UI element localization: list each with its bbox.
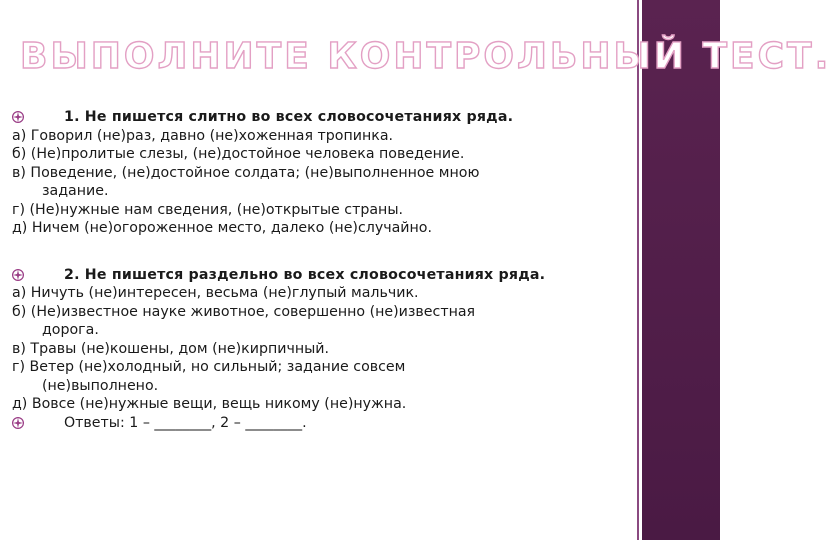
pinwheel-bullet-icon xyxy=(12,417,24,429)
option-v: в) Поведение, (не)достойное солдата; (не)выполненное мною задание. xyxy=(12,164,480,199)
option-a: а) Говорил (не)раз, давно (не)хоженная тропинка. xyxy=(12,127,394,144)
option-b: б) (Не)известное науке животное, совершенно (не)известная дорога. xyxy=(12,303,476,338)
option-a: а) Ничуть (не)интересен, весьма (не)глупый мальчик. xyxy=(12,285,419,301)
pinwheel-bullet-icon xyxy=(12,269,24,281)
question-1-heading: 1. Не пишется слитно во всех словосочетаниях ряда. xyxy=(12,108,602,127)
option-g: г) (Не)нужные нам сведения, (не)открытые страны. xyxy=(12,201,404,218)
option-d: д) Ничем (не)огороженное место, далеко (не)случайно. xyxy=(12,220,432,236)
option-b: б) (Не)пролитые слезы, (не)достойное человека поведение. xyxy=(12,146,465,162)
decorative-sidebar xyxy=(642,0,720,540)
option-d: д) Вовсе (не)нужные вещи, вещь никому (не)нужна. xyxy=(12,396,407,412)
option-v: в) Травы (не)кошены, дом (не)кирпичный. xyxy=(12,340,330,357)
answers-line: Ответы: 1 – ________, 2 – ________. xyxy=(12,414,602,433)
slide-content xyxy=(12,108,602,432)
option-g: г) Ветер (не)холодный, но сильный; задание совсем (не)выполнено. xyxy=(12,359,406,394)
question-1-options xyxy=(12,127,602,238)
question-2-options xyxy=(12,284,602,414)
slide-title: ВЫПОЛНИТЕ КОНТРОЛЬНЫЙ ТЕСТ. xyxy=(20,36,831,77)
pinwheel-bullet-icon xyxy=(12,111,24,123)
question-2-heading: 2. Не пишется раздельно во всех словосочетаниях ряда. xyxy=(12,266,602,285)
sidebar-divider xyxy=(637,0,639,540)
